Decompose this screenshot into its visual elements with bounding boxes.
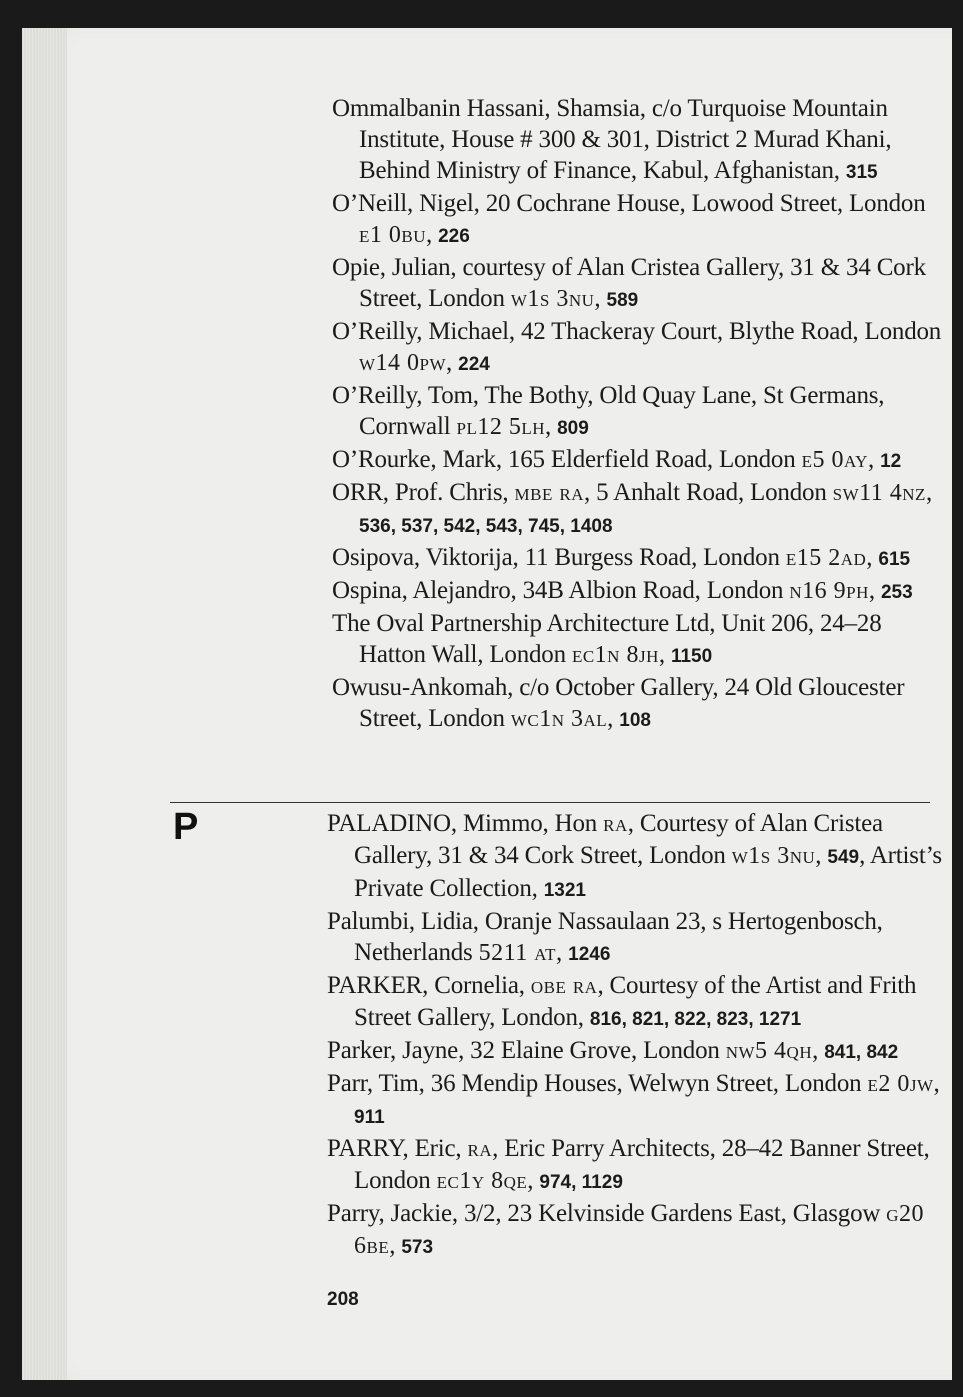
entry-text: , [933, 1070, 940, 1097]
postcode-or-title: w14 0pw [359, 350, 447, 376]
index-entry [327, 970, 942, 1035]
entry-text: , [925, 479, 933, 506]
entry-text: , [812, 1037, 825, 1064]
entry-text: Parker, Jayne, 32 Elaine Grove, London [327, 1037, 726, 1064]
postcode-or-title: e1 0bu [359, 222, 426, 248]
entry-text: , 5 Anhalt Road, London [584, 479, 833, 506]
page-references: 589 [606, 290, 639, 311]
section-divider [170, 802, 930, 803]
index-entry [332, 542, 942, 575]
postcode-or-title: 5211 at [478, 940, 557, 966]
page-references: 1150 [670, 646, 713, 667]
entry-text: ORR, Prof. Chris, [332, 479, 515, 506]
entry-text: , [815, 842, 828, 869]
index-entry [327, 808, 942, 906]
postcode-or-title: ra [467, 1136, 493, 1162]
entry-text: , [556, 939, 569, 966]
entry-text: , [426, 221, 439, 248]
index-entry [332, 93, 942, 188]
postcode-or-title: sw11 4nz [832, 480, 926, 506]
section-letter: P [173, 806, 199, 848]
postcode-or-title: w1s 3nu [510, 286, 595, 312]
entry-text: Osipova, Viktorija, 11 Burgess Road, London [332, 544, 786, 571]
entry-text: , [594, 285, 607, 312]
entry-text: , [658, 641, 671, 668]
postcode-or-title: obe ra [530, 973, 598, 999]
page-references: 809 [557, 418, 589, 439]
entry-text: PARRY, Eric, [327, 1135, 468, 1162]
postcode-or-title: ec1n 8jh [571, 642, 659, 668]
index-entry [332, 380, 942, 444]
index-entry [327, 1035, 942, 1068]
page-references: 12 [880, 451, 902, 472]
postcode-or-title: e2 0jw [867, 1071, 934, 1097]
page-references: 1321 [543, 880, 586, 901]
index-entries-o [332, 93, 942, 736]
entry-text: Ommalbanin Hassani, Shamsia, c/o Turquoise Mountain Institute, House # 300 & 301, District 2 Murad Khani, Behind Ministry of Finance, Kabul, Afghanistan, [332, 95, 892, 184]
index-entry [332, 575, 942, 608]
index-entry [332, 316, 942, 380]
page-references: 1246 [568, 944, 611, 965]
entry-text: O’Rourke, Mark, 165 Elderfield Road, London [332, 446, 802, 473]
index-entry [327, 1068, 942, 1133]
index-entries-p [327, 808, 942, 1263]
page-references: 253 [880, 582, 913, 603]
page-references: 911 [354, 1107, 385, 1128]
entry-text: , Eric Parry Architects, 28–42 Banner Street, London [354, 1135, 930, 1194]
postcode-or-title: n16 9ph [789, 578, 869, 604]
postcode-or-title: w1s 3nu [731, 843, 816, 869]
entry-text: O’Neill, Nigel, 20 Cochrane House, Lowood Street, London [332, 190, 926, 217]
entry-text: Opie, Julian, courtesy of Alan Cristea Gallery, 31 & 34 Cork Street, London [332, 254, 926, 312]
page-references: 108 [619, 710, 651, 731]
page-references: 974, 1129 [539, 1172, 623, 1193]
page-references: 841, 842 [824, 1042, 899, 1063]
index-entry [332, 477, 942, 542]
page-references: 615 [878, 549, 911, 570]
index-entry [332, 252, 942, 316]
entry-text: , [607, 705, 620, 732]
postcode-or-title: pl12 5lh [456, 414, 545, 440]
postcode-or-title: ra [603, 811, 628, 837]
page-references: 816, 821, 822, 823, 1271 [589, 1009, 802, 1030]
postcode-or-title: wc1n 3al [510, 706, 608, 732]
entry-text: Ospina, Alejandro, 34B Albion Road, London [332, 577, 790, 604]
page-edge [22, 28, 67, 1380]
entry-text: PALADINO, Mimmo, Hon [327, 810, 604, 837]
entry-text: , [545, 413, 558, 440]
index-entry [327, 1133, 942, 1198]
entry-text: , Courtesy of Alan Cristea Gallery, 31 & 34 Cork Street, London [354, 810, 883, 869]
entry-text: The Oval Partnership Architecture Ltd, Unit 206, 24–28 Hatton Wall, London [332, 610, 882, 668]
postcode-or-title: ec1y 8qe [436, 1168, 528, 1194]
index-entry [327, 1198, 942, 1263]
entry-text: , [527, 1167, 540, 1194]
index-entry [332, 444, 942, 477]
entry-text: , [389, 1232, 402, 1259]
index-entry [332, 608, 942, 672]
page-references: 224 [458, 354, 490, 375]
entry-text: Owusu-Ankomah, c/o October Gallery, 24 Old Gloucester Street, London [332, 674, 905, 732]
page-references: 573 [401, 1237, 434, 1258]
index-entry [327, 906, 942, 970]
entry-text: O’Reilly, Tom, The Bothy, Old Quay Lane, St Germans, Cornwall [332, 382, 885, 440]
postcode-or-title: e5 0ay [801, 447, 868, 473]
entry-text: Parry, Jackie, 3/2, 23 Kelvinside Gardens East, Glasgow [327, 1200, 887, 1227]
entry-text: , Artist’s Private Collection, [354, 842, 942, 902]
entry-text: , [867, 446, 881, 473]
entry-text: , [446, 349, 459, 376]
index-entry [332, 672, 942, 736]
entry-text: Parr, Tim, 36 Mendip Houses, Welwyn Street, London [327, 1070, 868, 1097]
postcode-or-title: nw5 4qh [725, 1038, 813, 1064]
entry-text: , [866, 544, 879, 571]
page-number: 208 [327, 1289, 359, 1310]
entry-text: Palumbi, Lidia, Oranje Nassaulaan 23, s Hertogenbosch, Netherlands [327, 908, 883, 966]
entry-text: , Courtesy of the Artist and Frith Street Gallery, London, [354, 972, 917, 1031]
index-entry [332, 188, 942, 252]
entry-text: PARKER, Cornelia, [327, 972, 531, 999]
entry-text: , [868, 577, 881, 604]
postcode-or-title: mbe ra [514, 480, 585, 506]
postcode-or-title: e15 2ad [785, 545, 867, 571]
page-references: 549 [827, 847, 860, 868]
page-references: 315 [845, 162, 878, 183]
postcode-or-title: g20 6be [354, 1201, 925, 1259]
page-references: 536, 537, 542, 543, 745, 1408 [359, 516, 613, 537]
entry-text: O’Reilly, Michael, 42 Thackeray Court, Blythe Road, London [332, 318, 942, 345]
page-references: 226 [438, 226, 470, 247]
